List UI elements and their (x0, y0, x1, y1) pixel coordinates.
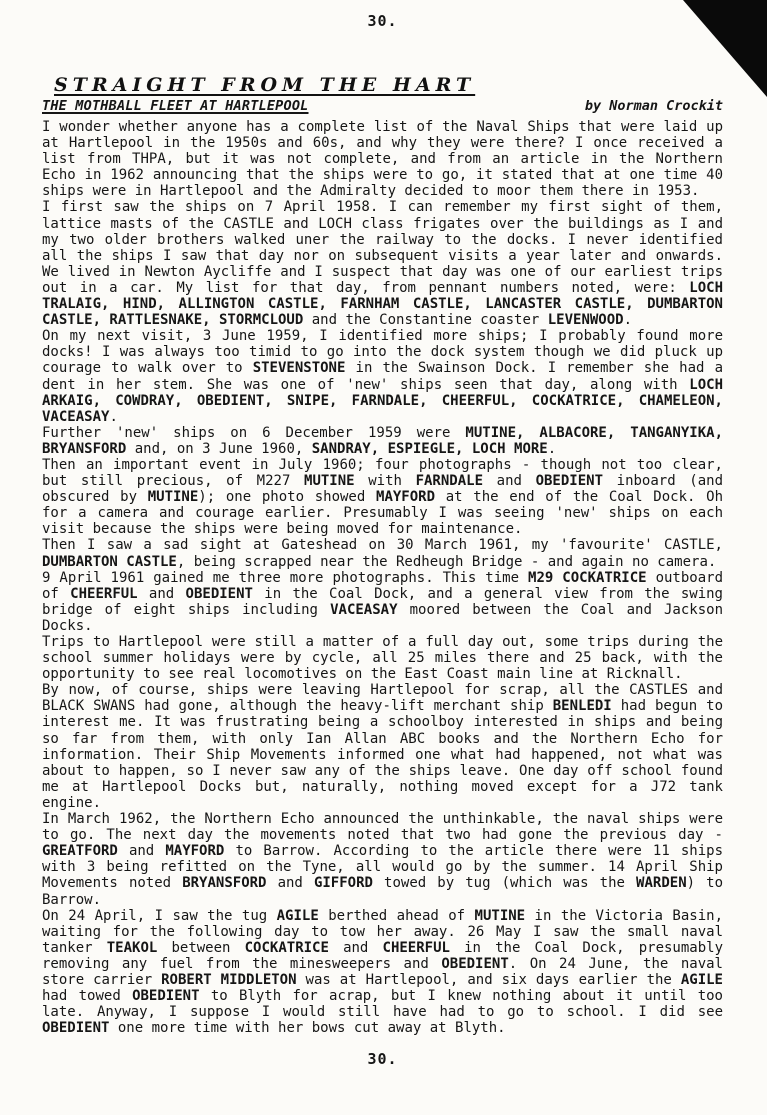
ship-name: MUTINE, ALBACORE, TANGANYIKA, BRYANSFORD (42, 424, 723, 457)
paragraph: On my next visit, 3 June 1959, I identified more ships; I probably found more docks! I was always too timid to go into the dock system though we did pluck up courage to walk over to STEVENSTONE in the Swainson Dock. I remember she had a dent in her stem. She was one of 'new' ships seen that day, along with LOCH ARKAIG, COWDRAY, OBEDIENT, SNIPE, FARNDALE, CHEERFUL, COCKATRICE, CHAMELEON, VACEASAY. (42, 328, 723, 425)
ship-name: OBEDIENT (535, 473, 604, 490)
ship-name: DUMBARTON CASTLE (42, 553, 177, 570)
paragraph: Then I saw a sad sight at Gateshead on 30 March 1961, my 'favourite' CASTLE, DUMBARTON CASTLE, being scrapped near the Redheugh Bridge - and again no camera. (42, 537, 723, 570)
ship-name: COCKATRICE (244, 939, 329, 956)
ship-name: LEVENWOOD (547, 312, 624, 329)
paragraph: I wonder whether anyone has a complete list of the Naval Ships that were laid up at Hartlepool in the 1950s and 60s, and why they were there? I once received a list from THPA, but it was not complete, and from an article in the Northern Echo in 1962 announcing that the ships were to go, it stated that at one time 40 ships were in Hartlepool and the Admiralty decided to moor them there in 1953. (42, 119, 723, 200)
ship-name: CHEERFUL (382, 939, 450, 956)
ship-name: M29 COCKATRICE (528, 569, 647, 586)
ship-name: BRYANSFORD (182, 875, 267, 892)
ship-name: VACEASAY (330, 601, 398, 618)
ship-name: FARNDALE (415, 473, 484, 490)
subtitle-row (42, 98, 723, 114)
ship-name: STEVENSTONE (252, 360, 346, 377)
ship-name: LOCH TRALAIG, HIND, ALLINGTON CASTLE, FARNHAM CASTLE, LANCASTER CASTLE, DUMBARTON CASTLE, RATTLESNAKE, STORMCLOUD (42, 279, 723, 329)
ship-name: MUTINE (474, 907, 526, 924)
ship-name: OBEDIENT (185, 585, 253, 602)
ship-name: MAYFORD (165, 843, 225, 860)
ship-name: MUTINE (304, 473, 355, 490)
ship-name: MUTINE (147, 489, 199, 506)
ship-name: AGILE (276, 907, 319, 924)
page-number-top: 30. (367, 12, 398, 30)
ship-name: SANDRAY, ESPIEGLE, LOCH MORE (311, 440, 548, 457)
ship-name: GREATFORD (42, 843, 118, 860)
ship-name: MAYFORD (376, 489, 436, 506)
article-header (42, 74, 723, 114)
paragraph: 9 April 1961 gained me three more photographs. This time M29 COCKATRICE outboard of CHEERFUL and OBEDIENT in the Coal Dock, and a general view from the swing bridge of eight ships including VACEASAY moored between the Coal and Jackson Docks. (42, 569, 724, 634)
byline: by Norman Crockit (584, 98, 723, 114)
ship-name: CHEERFUL (70, 585, 138, 602)
ship-name: BENLEDI (552, 698, 612, 715)
ship-name: GIFFORD (313, 875, 373, 892)
article-title: STRAIGHT FROM THE HART (54, 74, 476, 96)
ship-name: TEAKOL (106, 939, 158, 956)
ship-name: OBEDIENT (132, 988, 200, 1005)
paragraph: Then an important event in July 1960; four photographs - though not too clear, but still precious, of M227 MUTINE with FARNDALE and OBEDIENT inboard (and obscured by MUTINE); one photo showed MAYFORD at the end of the Coal Dock. Oh for a camera and courage earlier. Presumably I was seeing 'new' ships on each visit because the ships were being moved for maintenance. (42, 456, 724, 538)
paragraph: On 24 April, I saw the tug AGILE berthed ahead of MUTINE in the Victoria Basin, waiting for the following day to tow her away. 26 May I saw the small naval tanker TEAKOL between COCKATRICE and CHEERFUL in the Coal Dock, presumably removing any fuel from the minesweepers and OBEDIENT. On 24 June, the naval store carrier ROBERT MIDDLETON was at Hartlepool, and six days earlier the AGILE had towed OBEDIENT to Blyth for acrap, but I knew nothing about it until too late. Anyway, I suppose I would still have had to go to school. I did see OBEDIENT one more time with her bows cut away at Blyth. (42, 907, 723, 1037)
paragraph: In March 1962, the Northern Echo announced the unthinkable, the naval ships were to go. The next day the movements noted that two had gone the previous day - GREATFORD and MAYFORD to Barrow. According to the article there were 11 ships with 3 being refitted on the Tyne, all would go by the summer. 14 April Ship Movements noted BRYANSFORD and GIFFORD towed by tug (which was the WARDEN) to Barrow. (42, 811, 724, 908)
ship-name: WARDEN (636, 875, 687, 892)
page-number-bottom: 30. (367, 1050, 398, 1069)
ship-name: OBEDIENT (441, 955, 509, 972)
paragraph: By now, of course, ships were leaving Hartlepool for scrap, all the CASTLES and BLACK SWANS had gone, although the heavy-lift merchant ship BENLEDI had begun to interest me. It was frustrating being a schoolboy interested in ships and being so far from them, with only Ian Allan ABC books and the Northern Echo for information. Their Ship Movements informed one what had happened, not what was about to happen, so I never saw any of the ships leave. One day off school found me at Hartlepool Docks but, naturally, nothing moved except for a J72 tank engine. (42, 682, 723, 811)
ship-name: AGILE (680, 971, 723, 988)
paragraph: I first saw the ships on 7 April 1958. I can remember my first sight of them, lattice masts of the CASTLE and LOCH class frigates over the buildings as I and my two older brothers walked uner the railway to the docks. I never identified all the ships I saw that day nor on subsequent visits a year later and onwards. We lived in Newton Aycliffe and I suspect that day was one of our earliest trips out in a car. My list for that day, from pennant numbers noted, were: LOCH TRALAIG, HIND, ALLINGTON CASTLE, FARNHAM CASTLE, LANCASTER CASTLE, DUMBARTON CASTLE, RATTLESNAKE, STORMCLOUD and the Constantine coaster LEVENWOOD. (42, 199, 723, 329)
ship-name: ROBERT MIDDLETON (161, 971, 297, 988)
paragraph: Trips to Hartlepool were still a matter of a full day out, some trips during the school summer holidays were by cycle, all 25 miles there and 25 back, with the opportunity to see real locomotives on the East Coast main line at Ricknall. (42, 634, 723, 683)
ship-name: OBEDIENT (42, 1020, 110, 1037)
ship-name: LOCH ARKAIG, COWDRAY, OBEDIENT, SNIPE, FARNDALE, CHEERFUL, COCKATRICE, CHAMELEON, VACEASAY (42, 376, 723, 425)
article-body (42, 119, 723, 1036)
paragraph: Further 'new' ships on 6 December 1959 were MUTINE, ALBACORE, TANGANYIKA, BRYANSFORD and, on 3 June 1960, SANDRAY, ESPIEGLE, LOCH MORE. (42, 424, 723, 457)
article-subtitle: THE MOTHBALL FLEET AT HARTLEPOOL (42, 98, 309, 114)
